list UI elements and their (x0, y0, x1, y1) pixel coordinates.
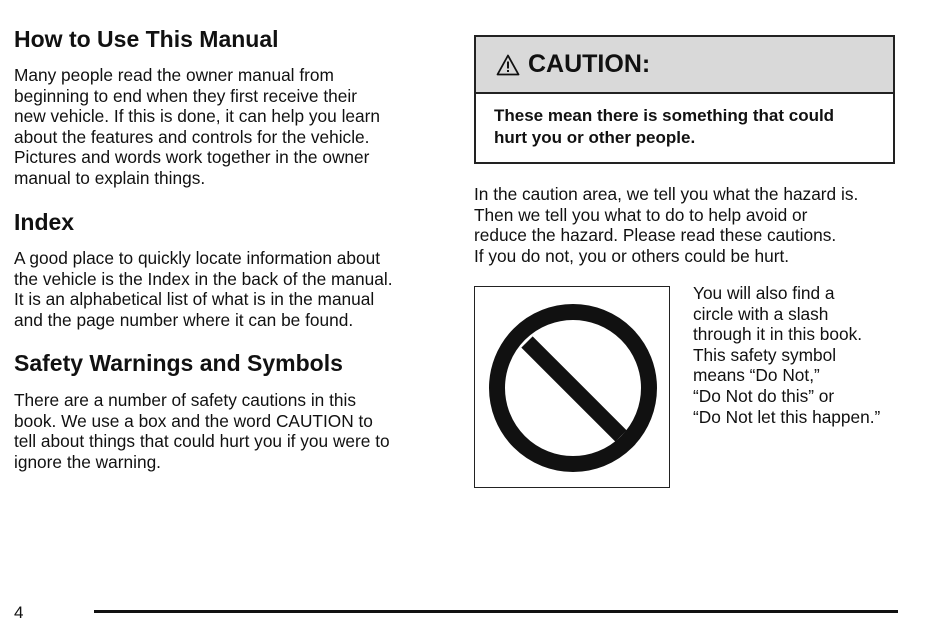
section-heading-index: Index (14, 209, 75, 235)
caution-header (476, 37, 893, 94)
section-body-how-to-use: Many people read the owner manual from beginning to end when they first receive their new vehicle. If this is done, it can help you learn about the features and controls for the vehicle. Pictures and words work together in the owner manual to explain things. (14, 65, 380, 188)
symbol-description: You will also find a circle with a slash through it in this book. This safety symbol means “Do Not,” “Do Not do this” or “Do Not let this happen.” (693, 283, 881, 427)
warning-triangle-icon (496, 54, 520, 76)
caution-title: CAUTION: (528, 50, 651, 78)
do-not-symbol-icon (485, 302, 661, 474)
section-body-index: A good place to quickly locate information about the vehicle is the Index in the back of the manual. It is an alphabetical list of what is in the manual and the page number where it can be found. (14, 248, 393, 330)
page-number: 4 (14, 603, 24, 622)
caution-body: These mean there is something that could hurt you or other people. (494, 106, 835, 147)
caution-box (474, 35, 895, 164)
footer-rule (94, 610, 898, 613)
caution-explanation: In the caution area, we tell you what the hazard is. Then we tell you what to do to help avoid or reduce the hazard. Please read these cautions. If you do not, you or others could be hurt. (474, 184, 859, 266)
section-heading-safety: Safety Warnings and Symbols (14, 350, 343, 376)
section-body-safety: There are a number of safety cautions in this book. We use a box and the word CAUTION to tell about things that could hurt you if you were to ignore the warning. (14, 390, 390, 472)
do-not-symbol-box (474, 286, 670, 488)
section-heading-how-to-use: How to Use This Manual (14, 26, 279, 52)
